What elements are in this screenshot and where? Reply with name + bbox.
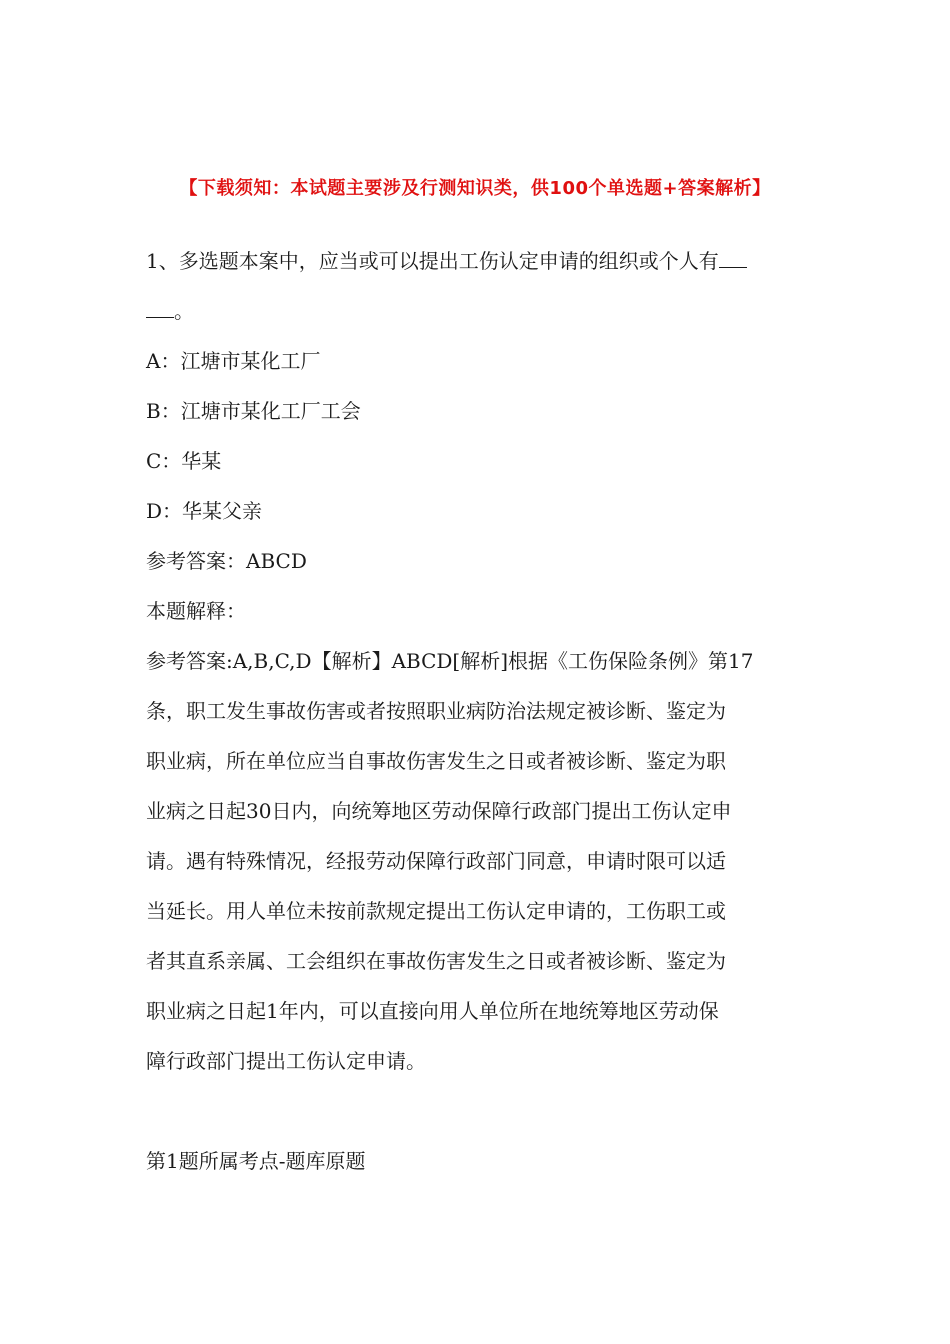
explanation-line: 请。遇有特殊情况，经报劳动保障行政部门同意，申请时限可以适 [146,849,726,873]
explanation-label: 本题解释： [146,599,246,623]
spacer [146,1086,806,1136]
question-stem-continued [146,286,806,336]
explanation-line: 职业病，所在单位应当自事故伤害发生之日或者被诊断、鉴定为职 [146,749,726,773]
explanation-line: 者其直系亲属、工会组织在事故伤害发生之日或者被诊断、鉴定为 [146,949,726,973]
question-block [146,236,806,1186]
explanation-line: 参考答案:A,B,C,D【解析】ABCD[解析]根据《工伤保险条例》第17 [146,649,754,673]
explanation-line: 职业病之日起1年内，可以直接向用人单位所在地统筹地区劳动保 [146,999,719,1023]
explanation-line: 障行政部门提出工伤认定申请。 [146,1049,426,1073]
explanation-line: 当延长。用人单位未按前款规定提出工伤认定申请的，工伤职工或 [146,899,726,923]
question-stem [146,236,806,286]
answer-blank-continued [146,299,174,318]
question-stem-suffix: 。 [174,299,194,323]
option-a: A：江塘市某化工厂 [146,349,321,373]
explanation-line: 业病之日起30日内，向统筹地区劳动保障行政部门提出工伤认定申 [146,799,732,823]
option-d: D：华某父亲 [146,499,263,523]
reference-answer: 参考答案：ABCD [146,549,307,573]
answer-blank [719,249,747,268]
explanation-paragraph [146,636,806,1086]
option-b: B：江塘市某化工厂工会 [146,399,361,423]
question-stem-text: 1、多选题本案中，应当或可以提出工伤认定申请的组织或个人有 [146,249,719,273]
topic-source: 第1题所属考点-题库原题 [146,1149,366,1173]
explanation-line: 条，职工发生事故伤害或者按照职业病防治法规定被诊断、鉴定为 [146,699,726,723]
option-c: C：华某 [146,449,222,473]
download-notice: 【下载须知：本试题主要涉及行测知识类，供100个单选题+答案解析】 [179,178,771,199]
